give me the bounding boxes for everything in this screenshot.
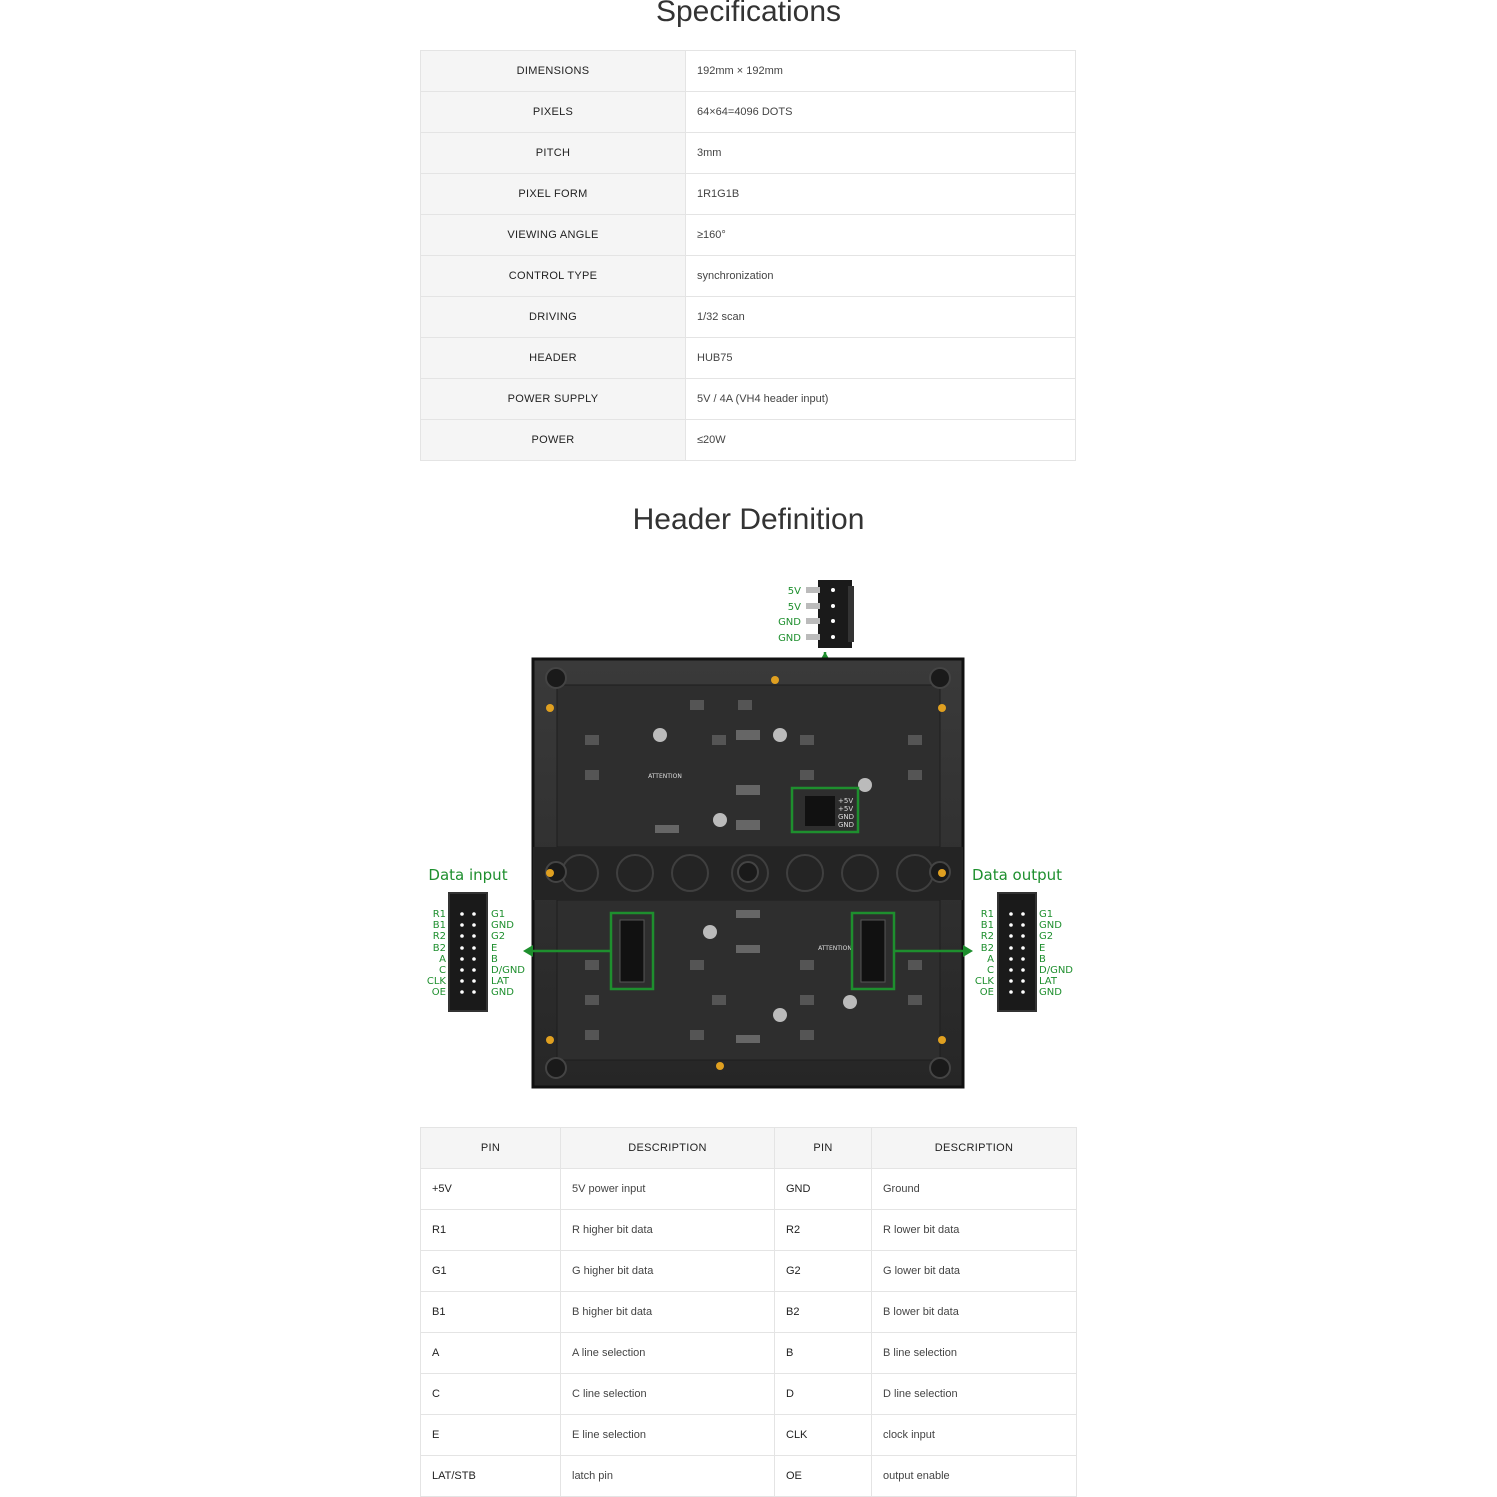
power-connector bbox=[806, 580, 854, 648]
data-input-header bbox=[449, 893, 487, 1011]
description-cell: latch pin bbox=[561, 1456, 775, 1497]
board-power-label: GND bbox=[838, 821, 855, 829]
spec-key: DRIVING bbox=[421, 297, 686, 338]
board-power-label: +5V bbox=[838, 797, 854, 805]
left-header-pin-label: GND bbox=[491, 987, 514, 998]
right-header-pin-label: B1 bbox=[980, 920, 994, 931]
description-cell: R lower bit data bbox=[872, 1210, 1077, 1251]
table-row bbox=[421, 1169, 1077, 1210]
power-label: GND bbox=[778, 617, 801, 628]
right-header-pin-label: D/GND bbox=[1039, 965, 1073, 976]
power-label: 5V bbox=[787, 586, 801, 597]
right-header-pin-label: B2 bbox=[980, 943, 994, 954]
right-header-pin-label: C bbox=[987, 965, 994, 976]
right-header-pin-label: R2 bbox=[980, 931, 994, 942]
column-header: PIN bbox=[421, 1128, 561, 1169]
header-definition-diagram bbox=[420, 570, 1080, 1095]
left-header-pin-label: R2 bbox=[432, 931, 446, 942]
left-header-pin-label: C bbox=[439, 965, 446, 976]
pin-cell: D bbox=[775, 1374, 872, 1415]
header-definition-title: Header Definition bbox=[632, 503, 865, 536]
board-power-label: GND bbox=[838, 813, 855, 821]
description-cell: G higher bit data bbox=[561, 1251, 775, 1292]
column-header: PIN bbox=[775, 1128, 872, 1169]
right-header-pin-label: B bbox=[1039, 954, 1046, 965]
pin-cell: LAT/STB bbox=[421, 1456, 561, 1497]
data-input-label: Data input bbox=[428, 866, 508, 884]
spec-row bbox=[421, 174, 1076, 215]
right-header-pin-label: G1 bbox=[1039, 909, 1054, 920]
spec-value: ≥160° bbox=[686, 215, 1076, 256]
right-header-pin-label: A bbox=[987, 954, 994, 965]
pin-definition-table bbox=[420, 1127, 1077, 1497]
arrow-right-icon bbox=[963, 945, 973, 957]
spec-key: PITCH bbox=[421, 133, 686, 174]
left-header-pin-label: D/GND bbox=[491, 965, 525, 976]
pin-cell: +5V bbox=[421, 1169, 561, 1210]
left-header-pin-label: B1 bbox=[432, 920, 446, 931]
pin-cell: E bbox=[421, 1415, 561, 1456]
left-header-pin-label: LAT bbox=[491, 976, 509, 987]
right-header-pin-label: E bbox=[1039, 943, 1046, 954]
right-header-pin-label: G2 bbox=[1039, 931, 1054, 942]
attention-label: ATTENTION bbox=[648, 773, 682, 780]
left-header-pin-label: CLK bbox=[426, 976, 446, 987]
right-header-pin-label: OE bbox=[979, 987, 994, 998]
pin-cell: GND bbox=[775, 1169, 872, 1210]
power-label: 5V bbox=[787, 602, 801, 613]
spec-key: POWER SUPPLY bbox=[421, 379, 686, 420]
description-cell: B line selection bbox=[872, 1333, 1077, 1374]
spec-value: synchronization bbox=[686, 256, 1076, 297]
arrow-left-icon bbox=[523, 945, 533, 957]
spec-row bbox=[421, 256, 1076, 297]
table-row bbox=[421, 1251, 1077, 1292]
pin-cell: R2 bbox=[775, 1210, 872, 1251]
specifications-title: Specifications bbox=[655, 0, 842, 28]
description-cell: B lower bit data bbox=[872, 1292, 1077, 1333]
left-header-pin-label: GND bbox=[491, 920, 514, 931]
spec-row bbox=[421, 379, 1076, 420]
description-cell: clock input bbox=[872, 1415, 1077, 1456]
pin-cell: G2 bbox=[775, 1251, 872, 1292]
table-row bbox=[421, 1333, 1077, 1374]
spec-row bbox=[421, 133, 1076, 174]
pin-cell: B2 bbox=[775, 1292, 872, 1333]
pin-cell: OE bbox=[775, 1456, 872, 1497]
column-header: DESCRIPTION bbox=[872, 1128, 1077, 1169]
table-row bbox=[421, 1292, 1077, 1333]
right-header-pin-label: R1 bbox=[980, 909, 994, 920]
description-cell: R higher bit data bbox=[561, 1210, 775, 1251]
left-header-pin-label: B bbox=[491, 954, 498, 965]
spec-value: 64×64=4096 DOTS bbox=[686, 92, 1076, 133]
description-cell: output enable bbox=[872, 1456, 1077, 1497]
pin-cell: B1 bbox=[421, 1292, 561, 1333]
pin-cell: CLK bbox=[775, 1415, 872, 1456]
table-row bbox=[421, 1456, 1077, 1497]
table-row bbox=[421, 1374, 1077, 1415]
left-header-pin-label: OE bbox=[431, 987, 446, 998]
spec-value: 1/32 scan bbox=[686, 297, 1076, 338]
spec-key: DIMENSIONS bbox=[421, 51, 686, 92]
spec-row bbox=[421, 92, 1076, 133]
left-header-pin-label: A bbox=[439, 954, 446, 965]
spec-key: CONTROL TYPE bbox=[421, 256, 686, 297]
description-cell: C line selection bbox=[561, 1374, 775, 1415]
table-row bbox=[421, 1210, 1077, 1251]
pin-cell: G1 bbox=[421, 1251, 561, 1292]
spec-value: ≤20W bbox=[686, 420, 1076, 461]
spec-key: PIXELS bbox=[421, 92, 686, 133]
left-header-pin-label: B2 bbox=[432, 943, 446, 954]
left-header-pin-label: R1 bbox=[432, 909, 446, 920]
power-label: GND bbox=[778, 633, 801, 644]
spec-row bbox=[421, 338, 1076, 379]
pin-table-header-row bbox=[421, 1128, 1077, 1169]
spec-key: PIXEL FORM bbox=[421, 174, 686, 215]
left-header-pin-label: E bbox=[491, 943, 498, 954]
spec-value: 5V / 4A (VH4 header input) bbox=[686, 379, 1076, 420]
description-cell: G lower bit data bbox=[872, 1251, 1077, 1292]
spec-value: 3mm bbox=[686, 133, 1076, 174]
spec-value: 192mm × 192mm bbox=[686, 51, 1076, 92]
left-header-pin-label: G1 bbox=[491, 909, 506, 920]
spec-row bbox=[421, 51, 1076, 92]
spec-row bbox=[421, 297, 1076, 338]
description-cell: A line selection bbox=[561, 1333, 775, 1374]
pin-cell: R1 bbox=[421, 1210, 561, 1251]
spec-value: HUB75 bbox=[686, 338, 1076, 379]
right-header-pin-label: GND bbox=[1039, 987, 1062, 998]
right-header-pin-label: CLK bbox=[974, 976, 994, 987]
pin-cell: A bbox=[421, 1333, 561, 1374]
column-header: DESCRIPTION bbox=[561, 1128, 775, 1169]
data-output-label: Data output bbox=[971, 866, 1063, 884]
description-cell: 5V power input bbox=[561, 1169, 775, 1210]
attention-label: ATTENTION bbox=[818, 945, 852, 952]
spec-key: HEADER bbox=[421, 338, 686, 379]
pin-cell: B bbox=[775, 1333, 872, 1374]
specifications-table bbox=[420, 50, 1076, 461]
description-cell: B higher bit data bbox=[561, 1292, 775, 1333]
spec-row bbox=[421, 420, 1076, 461]
description-cell: E line selection bbox=[561, 1415, 775, 1456]
data-output-header bbox=[998, 893, 1036, 1011]
table-row bbox=[421, 1415, 1077, 1456]
left-header-pin-label: G2 bbox=[491, 931, 506, 942]
pin-cell: C bbox=[421, 1374, 561, 1415]
spec-key: VIEWING ANGLE bbox=[421, 215, 686, 256]
spec-value: 1R1G1B bbox=[686, 174, 1076, 215]
right-header-pin-label: LAT bbox=[1039, 976, 1057, 987]
right-header-pin-label: GND bbox=[1039, 920, 1062, 931]
spec-row bbox=[421, 215, 1076, 256]
spec-key: POWER bbox=[421, 420, 686, 461]
board-power-label: +5V bbox=[838, 805, 854, 813]
led-panel-board bbox=[533, 659, 963, 1087]
description-cell: Ground bbox=[872, 1169, 1077, 1210]
description-cell: D line selection bbox=[872, 1374, 1077, 1415]
